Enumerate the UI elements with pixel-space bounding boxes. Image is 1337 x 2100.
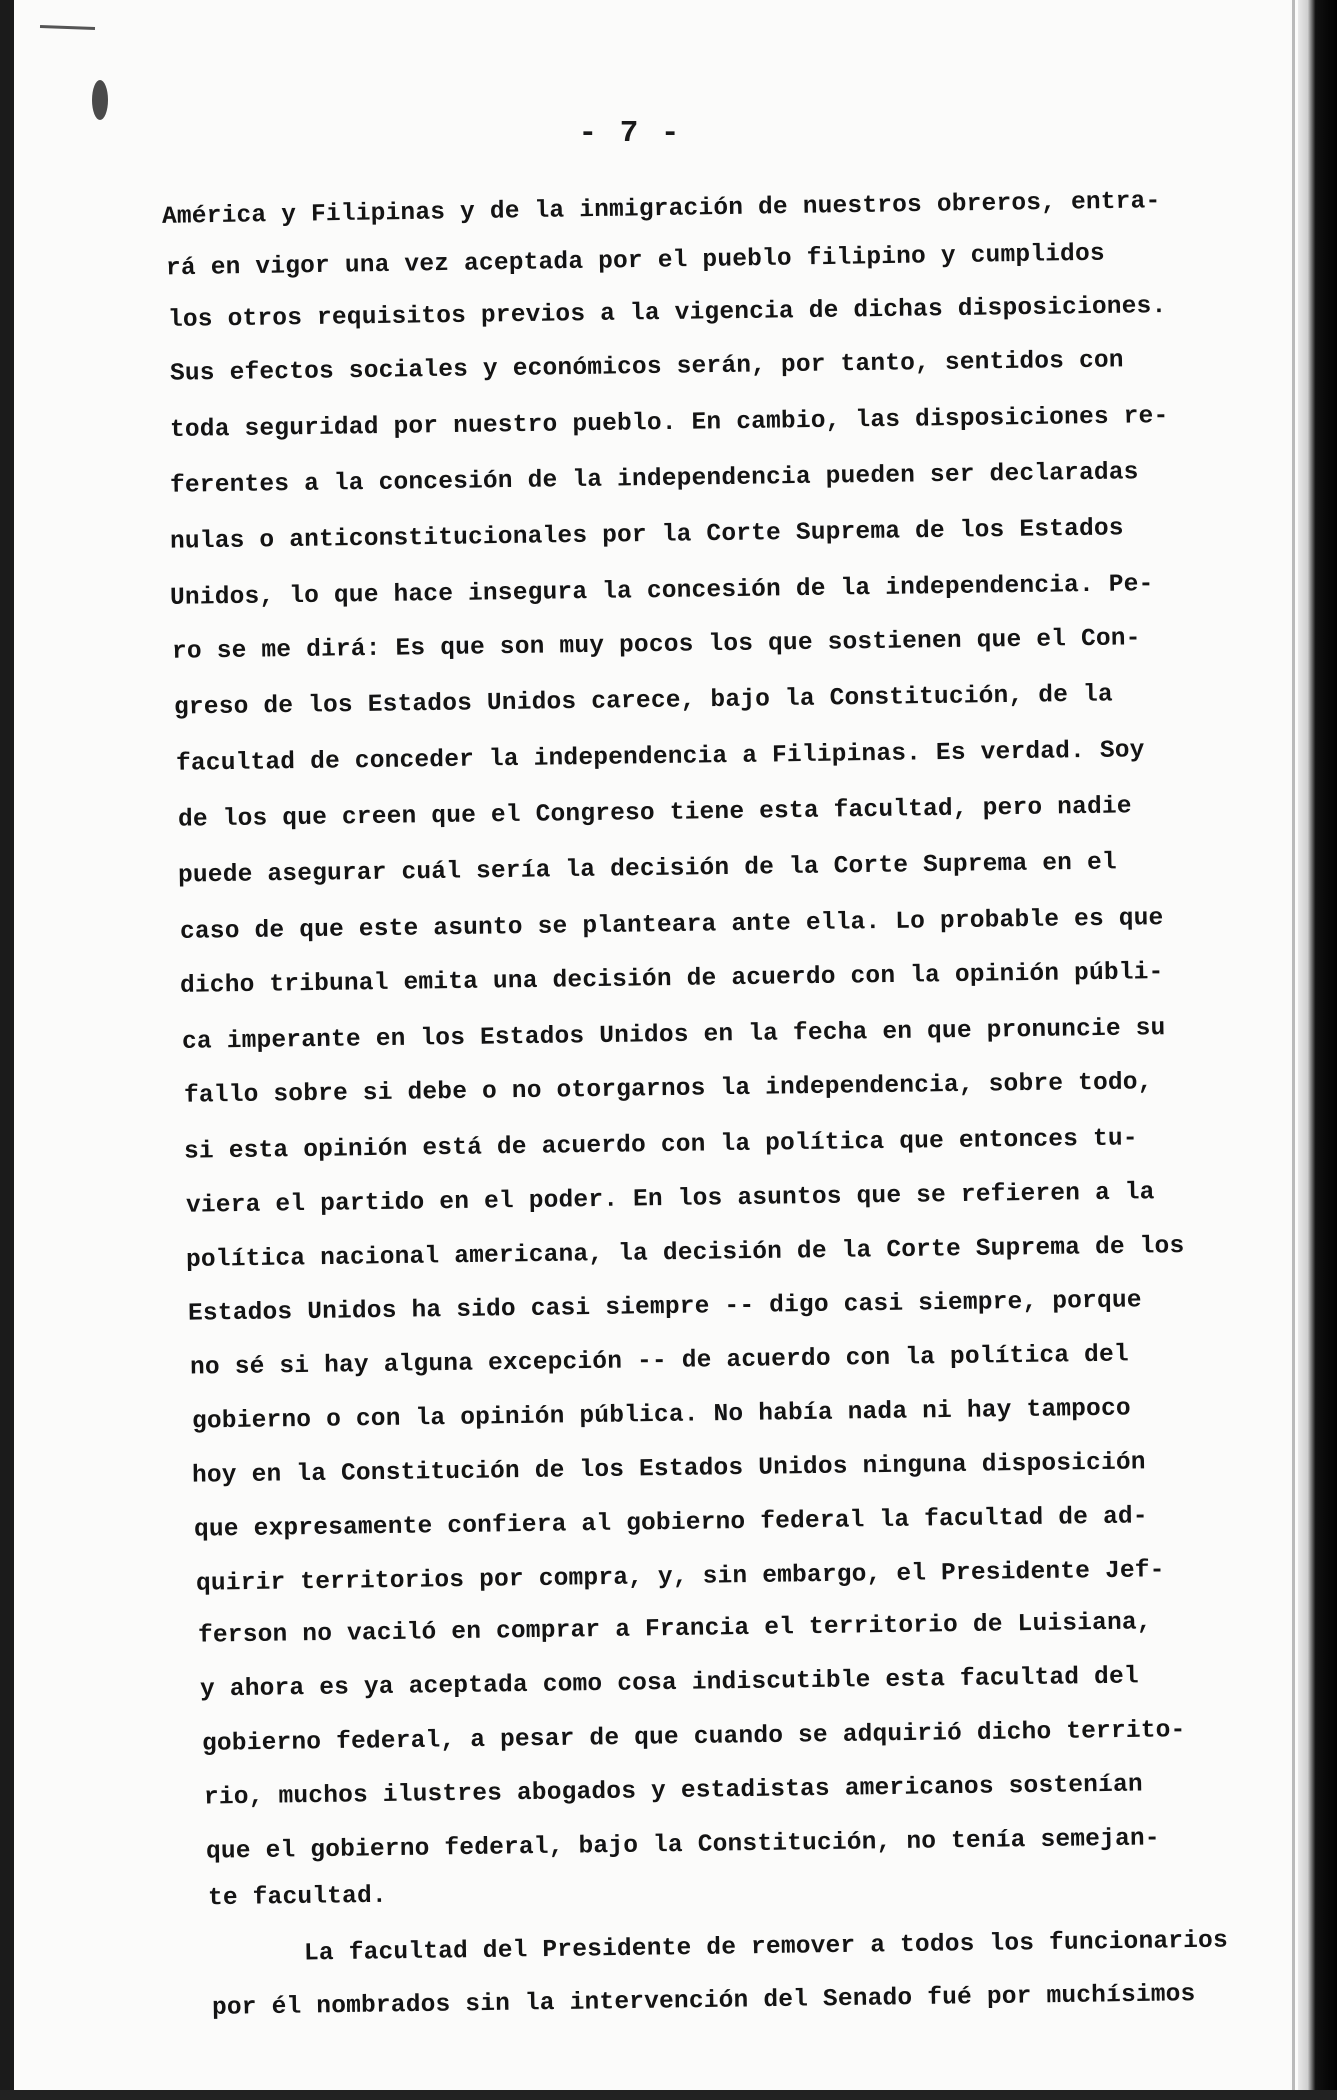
text-line: puede asegurar cuál sería la decisión de la Corte Suprema en el <box>177 849 1117 890</box>
text-line: quirir territorios por compra, y, sin embargo, el Presidente Jef- <box>195 1557 1165 1598</box>
text-line: te facultad. <box>207 1882 388 1913</box>
text-line: ferentes a la concesión de la independencia pueden ser declaradas <box>169 459 1139 500</box>
text-line: ca imperante en los Estados Unidos en la fecha en que pronuncie su <box>181 1015 1166 1056</box>
text-line: y ahora es ya aceptada como cosa indiscutible esta facultad del <box>199 1663 1139 1704</box>
text-line: hoy en la Constitución de los Estados Unidos ninguna disposición <box>191 1449 1146 1490</box>
page-number: - 7 - <box>578 116 682 151</box>
text-line: que expresamente confiera al gobierno federal la facultad de ad- <box>193 1503 1148 1544</box>
text-line: ferson no vaciló en comprar a Francia el territorio de Luisiana, <box>197 1609 1152 1650</box>
text-line: fallo sobre si debe o no otorgarnos la independencia, sobre todo, <box>183 1069 1153 1110</box>
text-line: de los que creen que el Congreso tiene esta facultad, pero nadie <box>177 793 1132 834</box>
text-line: rá en vigor una vez aceptada por el pueblo filipino y cumplidos <box>165 240 1106 283</box>
paragraph-start-line: La facultad del Presidente de remover a todos los funcionarios <box>303 1927 1229 1968</box>
text-line: si esta opinión está de acuerdo con la política que entonces tu- <box>183 1125 1138 1166</box>
text-line: ro se me dirá: Es que son muy pocos los que sostienen que el Con- <box>171 625 1141 666</box>
text-line: greso de los Estados Unidos carece, bajo la Constitución, de la <box>173 681 1113 722</box>
text-line: gobierno o con la opinión pública. No había nada ni hay tampoco <box>191 1395 1131 1436</box>
text-line: caso de que este asunto se planteara ante ella. Lo probable es que <box>179 905 1164 946</box>
corner-mark <box>40 25 95 30</box>
scan-border-left <box>0 0 14 2100</box>
text-line: nulas o anticonstitucionales por la Corte Suprema de los Estados <box>169 515 1124 556</box>
ink-blot <box>92 80 108 120</box>
page-edge <box>1292 0 1295 2100</box>
text-line: los otros requisitos previos a la vigencia de dichas disposiciones. <box>167 293 1167 334</box>
text-line: que el gobierno federal, bajo la Constitución, no tenía semejan- <box>205 1825 1160 1866</box>
text-line: Estados Unidos ha sido casi siempre -- digo casi siempre, porque <box>187 1287 1142 1328</box>
text-line: facultad de conceder la independencia a Filipinas. Es verdad. Soy <box>175 737 1145 778</box>
text-line: por él nombrados sin la intervención del Senado fué por muchísimos <box>211 1981 1196 2022</box>
text-line: viera el partido en el poder. En los asuntos que se refieren a la <box>185 1179 1155 1220</box>
scan-border-right <box>1298 0 1337 2100</box>
text-line: gobierno federal, a pesar de que cuando se adquirió dicho territo- <box>201 1717 1186 1758</box>
text-line: dicho tribunal emita una decisión de acuerdo con la opinión públi- <box>179 959 1164 1000</box>
text-line: rio, muchos ilustres abogados y estadistas americanos sostenían <box>203 1771 1143 1812</box>
scan-border-bottom <box>0 2090 1337 2100</box>
text-line: América y Filipinas y de la inmigración de nuestros obreros, entra- <box>161 188 1161 231</box>
text-line: toda seguridad por nuestro pueblo. En cambio, las disposiciones re- <box>169 403 1169 444</box>
text-line: Sus efectos sociales y económicos serán, por tanto, sentidos con <box>169 347 1124 388</box>
text-line: Unidos, lo que hace insegura la concesión de la independencia. Pe- <box>169 571 1154 612</box>
text-line: política nacional americana, la decisión de la Corte Suprema de los <box>185 1233 1185 1274</box>
text-line: no sé si hay alguna excepción -- de acuerdo con la política del <box>189 1341 1129 1382</box>
